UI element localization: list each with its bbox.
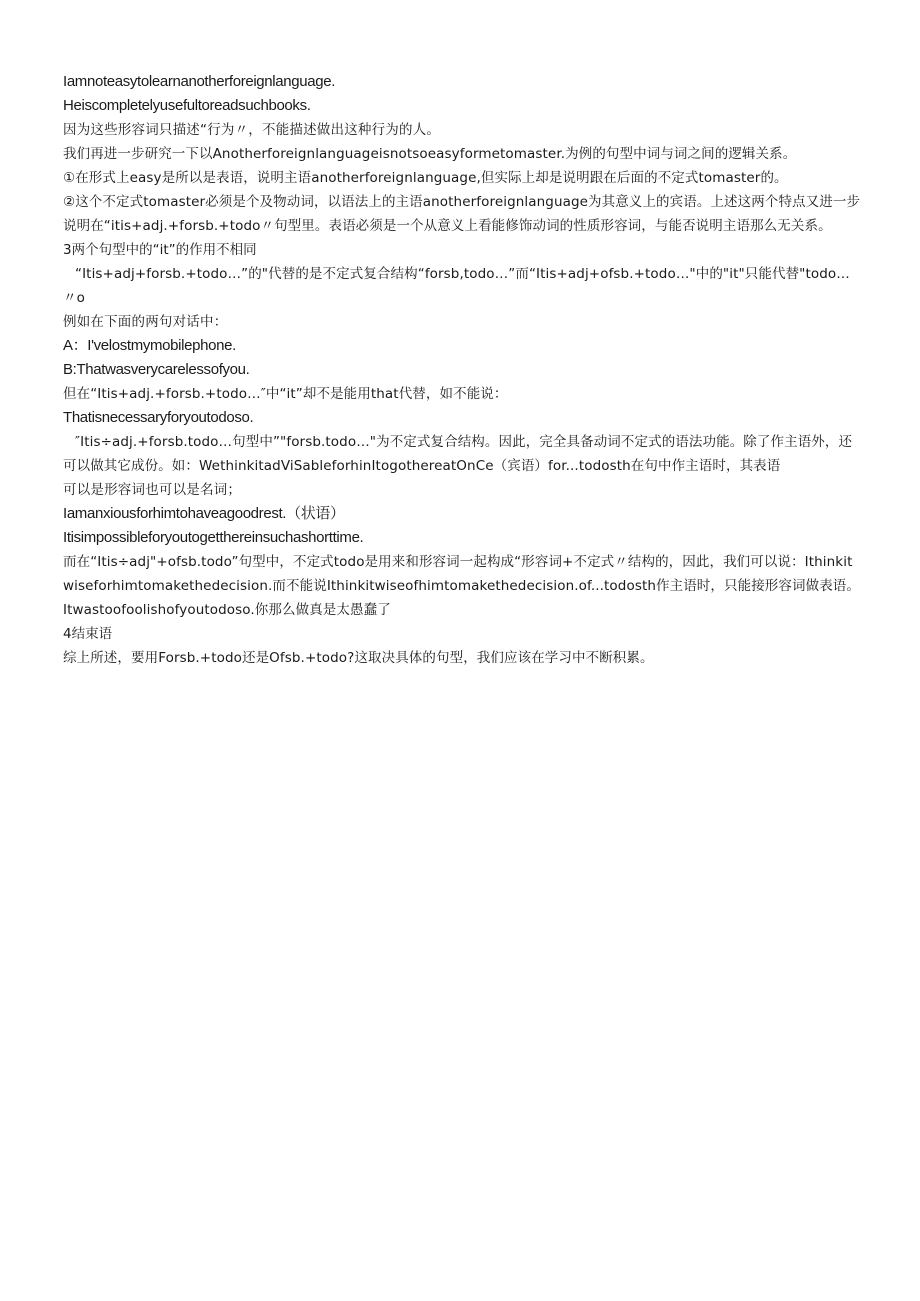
example-sentence: Itwastoofoolishofyoutodoso.你那么做真是太愚蠢了 (63, 602, 391, 618)
dialogue-line-a: A：I'velostmymobilephone. (63, 337, 236, 354)
explanation-text: 因为这些形容词只描述“行为〃，不能描述做出这种行为的人。 (63, 122, 441, 138)
explanation-text: 可以是形容词也可以是名词； (63, 482, 242, 498)
section-heading: 3两个句型中的“it”的作用不相同 (63, 242, 257, 258)
document-body (63, 70, 863, 670)
explanation-text: 但在“Itis+adj.+forsb.+todo…″中“it”却不是能用that代替，如不能说： (63, 386, 508, 402)
explanation-text: 而在“Itis÷adj"+ofsb.todo”句型中，不定式todo是用来和形容词一起构成“形容词+不定式〃结构的，因此，我们可以说：Ithinkitwiseforhimtomakethedecision.而不能说Ithinkitwiseofhimtomakethedecision.of...todosth作主语时，只能接形容词做表语。 (63, 554, 861, 594)
section-heading: 4结束语 (63, 626, 113, 642)
conclusion-text: 综上所述，要用Forsb.+todo还是Ofsb.+todo?这取决具体的句型，我们应该在学习中不断积累。 (63, 650, 654, 666)
example-sentence: Heiscompletelyusefultoreadsuchbooks. (63, 97, 311, 114)
explanation-text: ″Itis÷adj.+forsb.todo…句型中”"forsb.todo…"为不定式复合结构。因此，完全具备动词不定式的语法功能。除了作主语外，还可以做其它成份。如：WethinkitadViSableforhinItogothereatOnCe（宾语）for...todosth在句中作主语时，其表语 (63, 434, 853, 474)
example-sentence: Iamanxiousforhimtohaveagoodrest.（状语） (63, 505, 345, 522)
example-sentence: Iamnoteasytolearnanotherforeignlanguage. (63, 73, 336, 90)
explanation-text: 我们再进一步研究一下以Anotherforeignlanguageisnotsoeasyformetomaster.为例的句型中词与词之间的逻辑关系。 (63, 146, 797, 162)
example-sentence: Itisimpossibleforyoutogetthereinsuchashorttime. (63, 529, 364, 546)
point-one: ①在形式上easy是所以是表语，说明主语anotherforeignlanguage,但实际上却是说明跟在后面的不定式tomaster的。 (63, 170, 788, 186)
example-sentence: Thatisnecessaryforyoutodoso. (63, 409, 254, 426)
explanation-text: 例如在下面的两句对话中： (63, 314, 228, 330)
dialogue-line-b: B:Thatwasverycarelessofyou. (63, 361, 250, 378)
point-two: ②这个不定式tomaster必须是个及物动词，以语法上的主语anotherforeignlanguage为其意义上的宾语。上述这两个特点又进一步说明在“itis+adj.+forsb.+todo〃句型里。表语必须是一个从意义上看能修饰动词的性质形容词，与能否说明主语那么无关系。 (63, 194, 861, 234)
explanation-text: “Itis+adj+forsb.+todo…”的"代替的是不定式复合结构“forsb,todo…”而“Itis+adj+ofsb.+todo…"中的"it"只能代替"todo…〃o (63, 266, 850, 306)
